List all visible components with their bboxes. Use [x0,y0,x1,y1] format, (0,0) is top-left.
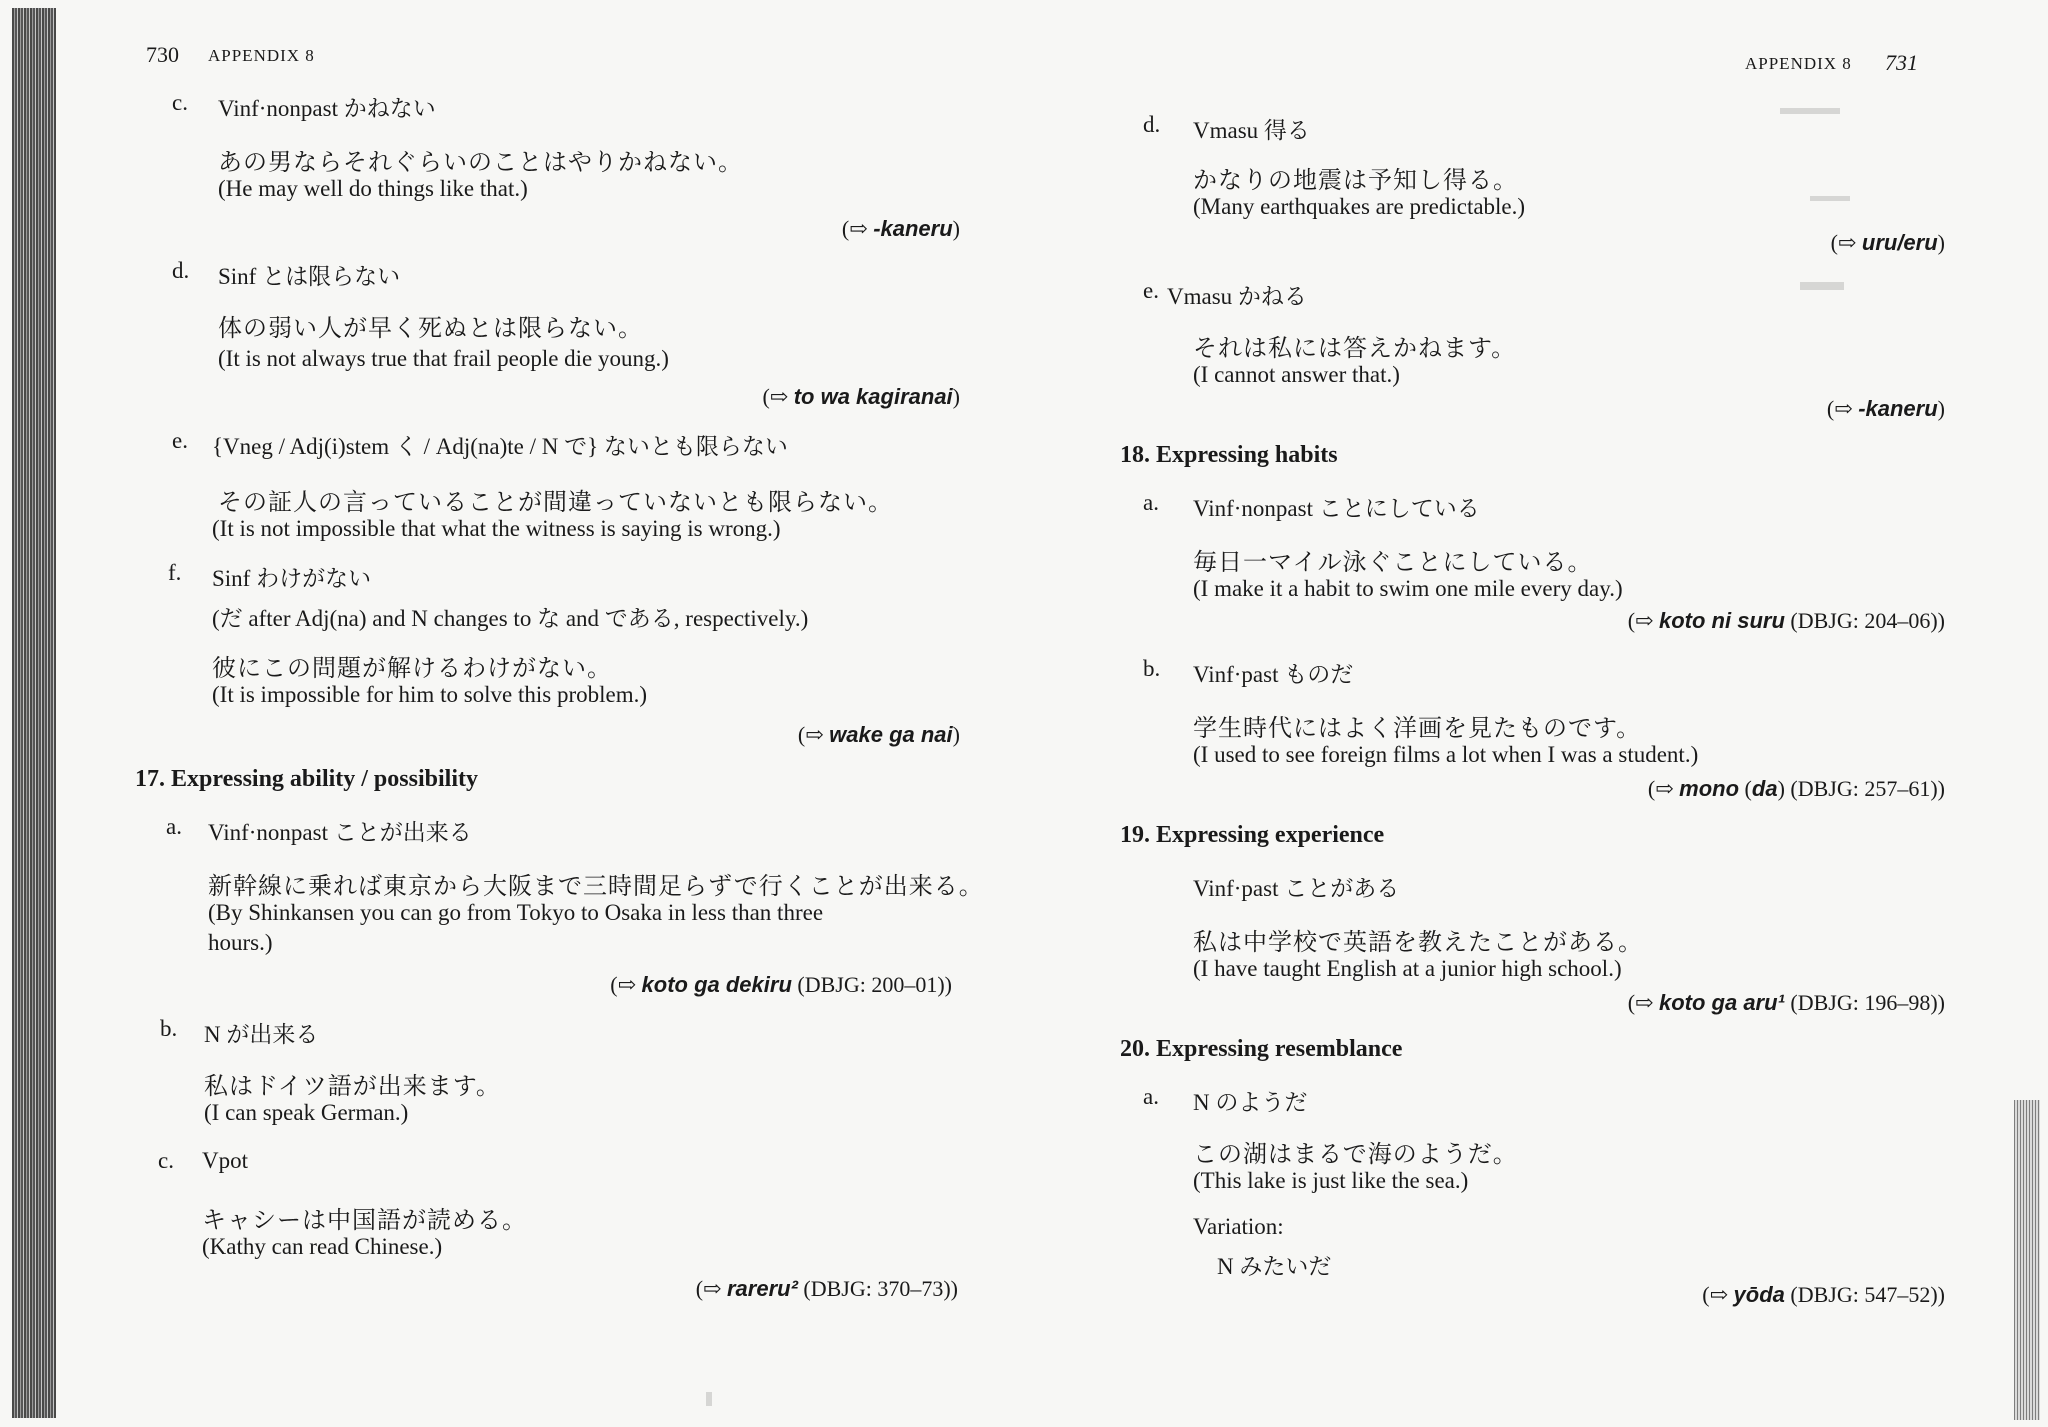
example-japanese: あの男ならそれぐらいのことはやりかねない。 [218,148,743,176]
example-translation: (Many earthquakes are predictable.) [1193,194,1526,219]
entry-pattern: N が出来る [204,1022,319,1047]
right-running-head: APPENDIX 8 [1745,54,1852,73]
entry-label: a. [1143,1084,1159,1109]
example-translation: (It is impossible for him to solve this problem.) [212,682,648,707]
entry-pattern: Vmasu かねる [1167,284,1307,309]
example-translation: (I have taught English at a junior high school.) [1193,956,1622,981]
example-japanese: 毎日一マイル泳ぐことにしている。 [1193,548,1593,576]
entry-label: b. [160,1016,178,1041]
scan-noise [1810,196,1850,201]
entry-label: e. [172,428,188,453]
scan-noise [1800,282,1844,290]
entry-label: d. [1143,112,1161,137]
example-translation-cont: hours.) [208,930,273,955]
example-translation: (I can speak German.) [204,1100,409,1125]
entry-pattern: {Vneg / Adj(i)stem く / Adj(na)te / N で} ないとも限らない [212,434,788,459]
book-binding-shadow [12,8,56,1418]
example-translation: (It is not impossible that what the witness is saying is wrong.) [212,516,781,541]
variation-pattern: N みたいだ [1217,1254,1332,1279]
cross-reference: (⇨ uru/eru) [1830,230,1945,255]
entry-pattern: Vmasu 得る [1193,118,1310,143]
section-heading-20: 20. Expressing resemblance [1120,1036,1403,1062]
cross-reference: (⇨ to wa kagiranai) [762,384,960,409]
cross-reference: (⇨ yōda (DBJG: 547–52)) [1702,1282,1945,1307]
example-translation: (I used to see foreign films a lot when I was a student.) [1193,742,1699,767]
cross-reference: (⇨ koto ni suru (DBJG: 204–06)) [1627,608,1945,633]
scan-noise [1780,108,1840,114]
entry-pattern: Vinf·past ものだ [1193,662,1354,687]
example-translation: (This lake is just like the sea.) [1193,1168,1469,1193]
variation-label: Variation: [1193,1214,1284,1239]
entry-pattern: Vpot [202,1148,248,1173]
entry-label: b. [1143,656,1161,681]
example-translation: (He may well do things like that.) [218,176,528,201]
left-page-number: 730 [146,42,179,67]
entry-label: c. [158,1148,174,1173]
example-translation: (By Shinkansen you can go from Tokyo to Osaka in less than three [208,900,824,925]
section-heading-17: 17. Expressing ability / possibility [135,766,478,792]
entry-pattern: Vinf·nonpast ことにしている [1193,496,1480,521]
example-japanese: それは私には答えかねます。 [1193,334,1517,362]
left-running-head: APPENDIX 8 [208,46,315,65]
cross-reference: (⇨ mono (da) (DBJG: 257–61)) [1647,776,1945,801]
cross-reference: (⇨ -kaneru) [1826,396,1945,421]
example-japanese: 新幹線に乗れば東京から大阪まで三時間足らずで行くことが出来る。 [208,872,984,900]
example-japanese: 彼にこの問題が解けるわけがない。 [212,654,612,682]
cross-reference: (⇨ koto ga dekiru (DBJG: 200–01)) [610,972,952,997]
entry-label: a. [166,814,182,839]
cross-reference: (⇨ rareru² (DBJG: 370–73)) [695,1276,958,1301]
entry-label: e. [1143,278,1159,303]
example-japanese: 私は中学校で英語を教えたことがある。 [1193,928,1643,956]
example-translation: (It is not always true that frail people die young.) [218,346,669,371]
example-japanese: キャシーは中国語が読める。 [202,1206,527,1234]
section-heading-19: 19. Expressing experience [1120,822,1385,848]
entry-pattern: Sinf とは限らない [218,264,401,289]
entry-note: (だ after Adj(na) and N changes to な and である, respectively.) [212,606,809,631]
entry-label: a. [1143,490,1159,515]
example-japanese: 私はドイツ語が出来ます。 [204,1072,501,1100]
cross-reference: (⇨ -kaneru) [841,216,960,241]
example-japanese: かなりの地震は予知し得る。 [1193,166,1518,194]
section-heading-18: 18. Expressing habits [1120,442,1338,468]
book-edge-shadow [2014,1100,2040,1420]
scan-noise [706,1392,712,1406]
example-japanese: 学生時代にはよく洋画を見たものです。 [1193,714,1642,742]
example-japanese: その証人の言っていることが間違っていないとも限らない。 [218,488,893,516]
entry-pattern: Sinf わけがない [212,566,372,591]
entry-pattern: Vinf·nonpast かねない [218,96,436,121]
example-translation: (I make it a habit to swim one mile every day.) [1193,576,1623,601]
example-translation: (Kathy can read Chinese.) [202,1234,443,1259]
cross-reference: (⇨ koto ga aru¹ (DBJG: 196–98)) [1627,990,1945,1015]
entry-label: d. [172,258,190,283]
example-japanese: 体の弱い人が早く死ぬとは限らない。 [218,314,643,342]
entry-label: c. [172,90,188,115]
right-page-number: 731 [1885,50,1918,75]
entry-label: f. [168,560,182,585]
entry-pattern: N のようだ [1193,1090,1308,1115]
entry-pattern: Vinf·nonpast ことが出来る [208,820,472,845]
example-japanese: この湖はまるで海のようだ。 [1193,1140,1518,1168]
cross-reference: (⇨ wake ga nai) [797,722,960,747]
entry-pattern: Vinf·past ことがある [1193,876,1400,901]
example-translation: (I cannot answer that.) [1193,362,1400,387]
